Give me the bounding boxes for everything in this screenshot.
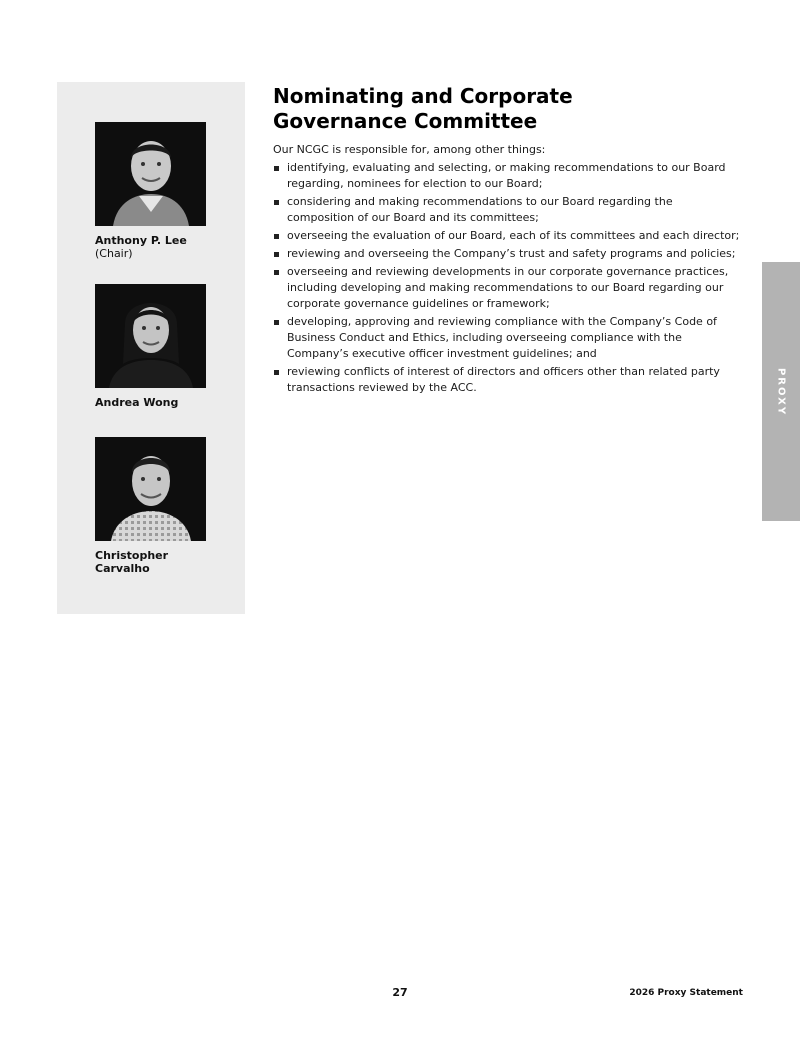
- square-bullet-icon: [274, 270, 279, 275]
- member-name: Anthony P. Lee: [95, 234, 187, 247]
- list-item-text: developing, approving and reviewing compliance with the Company’s Code of Business Conduct and Ethics, including overseeing compliance with the Company’s executive officer investment guidelines; and: [287, 315, 717, 360]
- list-item: [273, 246, 743, 262]
- portrait-icon: [95, 122, 206, 226]
- list-item-text: overseeing the evaluation of our Board, each of its committees and each director;: [287, 229, 740, 242]
- page-number: 27: [392, 986, 408, 999]
- square-bullet-icon: [274, 200, 279, 205]
- heading-line-2: Governance Committee: [273, 109, 538, 133]
- list-item: [273, 228, 743, 244]
- list-item-text: reviewing and overseeing the Company’s trust and safety programs and policies;: [287, 247, 736, 260]
- member-card-2: [95, 284, 245, 409]
- portrait-icon: [95, 284, 206, 388]
- document-title: 2026 Proxy Statement: [629, 988, 743, 998]
- section-side-tab: [762, 262, 800, 521]
- list-item: [273, 160, 743, 192]
- section-heading: [273, 84, 743, 134]
- member-name: Christopher Carvalho: [95, 549, 169, 575]
- list-item-text: reviewing conflicts of interest of directors and officers other than related party transactions reviewed by the ACC.: [287, 365, 720, 394]
- square-bullet-icon: [274, 252, 279, 257]
- list-item: [273, 314, 743, 362]
- list-item: [273, 364, 743, 396]
- list-item-text: considering and making recommendations to our Board regarding the composition of our Board and its committees;: [287, 195, 673, 224]
- square-bullet-icon: [274, 370, 279, 375]
- member-role: (Chair): [95, 247, 133, 260]
- member-card-3: [95, 437, 245, 575]
- square-bullet-icon: [274, 166, 279, 171]
- portrait-icon: [95, 437, 206, 541]
- list-item: [273, 194, 743, 226]
- heading-line-1: Nominating and Corporate: [273, 84, 573, 108]
- committee-description: [273, 84, 743, 398]
- committee-members-panel: [57, 82, 245, 614]
- responsibilities-list: [273, 160, 743, 396]
- member-card-1: [95, 122, 245, 260]
- square-bullet-icon: [274, 234, 279, 239]
- list-item: [273, 264, 743, 312]
- member-name: Andrea Wong: [95, 396, 179, 409]
- intro-text: Our NCGC is responsible for, among other things:: [273, 143, 546, 156]
- list-item-text: overseeing and reviewing developments in our corporate governance practices, including developing and making recommendations to our Board regarding our corporate governance guidelines or framework;: [287, 265, 729, 310]
- side-tab-label: PROXY: [775, 367, 787, 416]
- member-photo-3: [95, 437, 206, 541]
- member-photo-2: [95, 284, 206, 388]
- square-bullet-icon: [274, 320, 279, 325]
- member-photo-1: [95, 122, 206, 226]
- list-item-text: identifying, evaluating and selecting, or making recommendations to our Board regarding, nominees for election to our Board;: [287, 161, 726, 190]
